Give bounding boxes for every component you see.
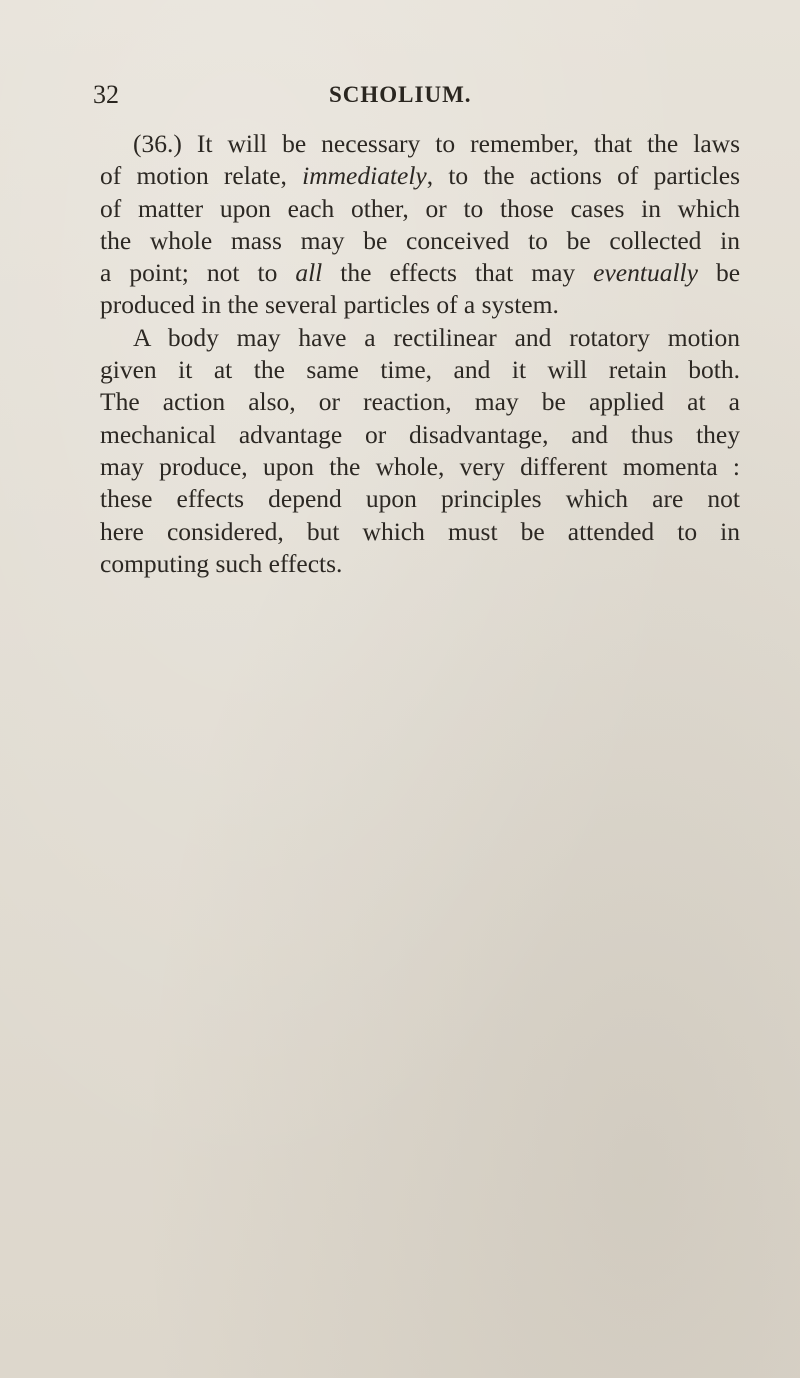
text-line: A body may have a rectilinear and rotatory motion [133,322,740,352]
italic-word: eventually [593,258,698,288]
text-line: The action also, or reaction, may be applied at a [100,387,740,417]
body-text [100,128,740,580]
paragraph-body-motion [100,322,740,580]
page-header [93,80,743,116]
paragraph-36 [100,128,740,322]
running-title: SCHOLIUM. [329,82,472,107]
text-line: these effects depend upon principles which are not [100,484,740,514]
text-line: (36.) It will be necessary to remember, that the laws [133,129,740,158]
text-line: here considered, but which must be attended to in [100,516,740,546]
text-line: the whole mass may be conceived to be collected in [100,225,740,255]
text-line: produced in the several particles of a system. [100,290,559,320]
page-number: 32 [93,80,119,109]
text-line: computing such effects. [100,548,343,578]
text-line: given it at the same time, and it will retain both. [100,355,740,385]
text-line: of motion relate, immediately, to the actions of particles [100,161,740,191]
italic-word: immediately [302,161,427,191]
text-line: of matter upon each other, or to those cases in which [100,193,740,223]
text-line: mechanical advantage or disadvantage, and thus they [100,419,740,449]
text-line: may produce, upon the whole, very different momenta : [100,451,740,481]
italic-word: all [295,258,323,288]
text-line: a point; not to all the effects that may eventually be [100,258,741,288]
